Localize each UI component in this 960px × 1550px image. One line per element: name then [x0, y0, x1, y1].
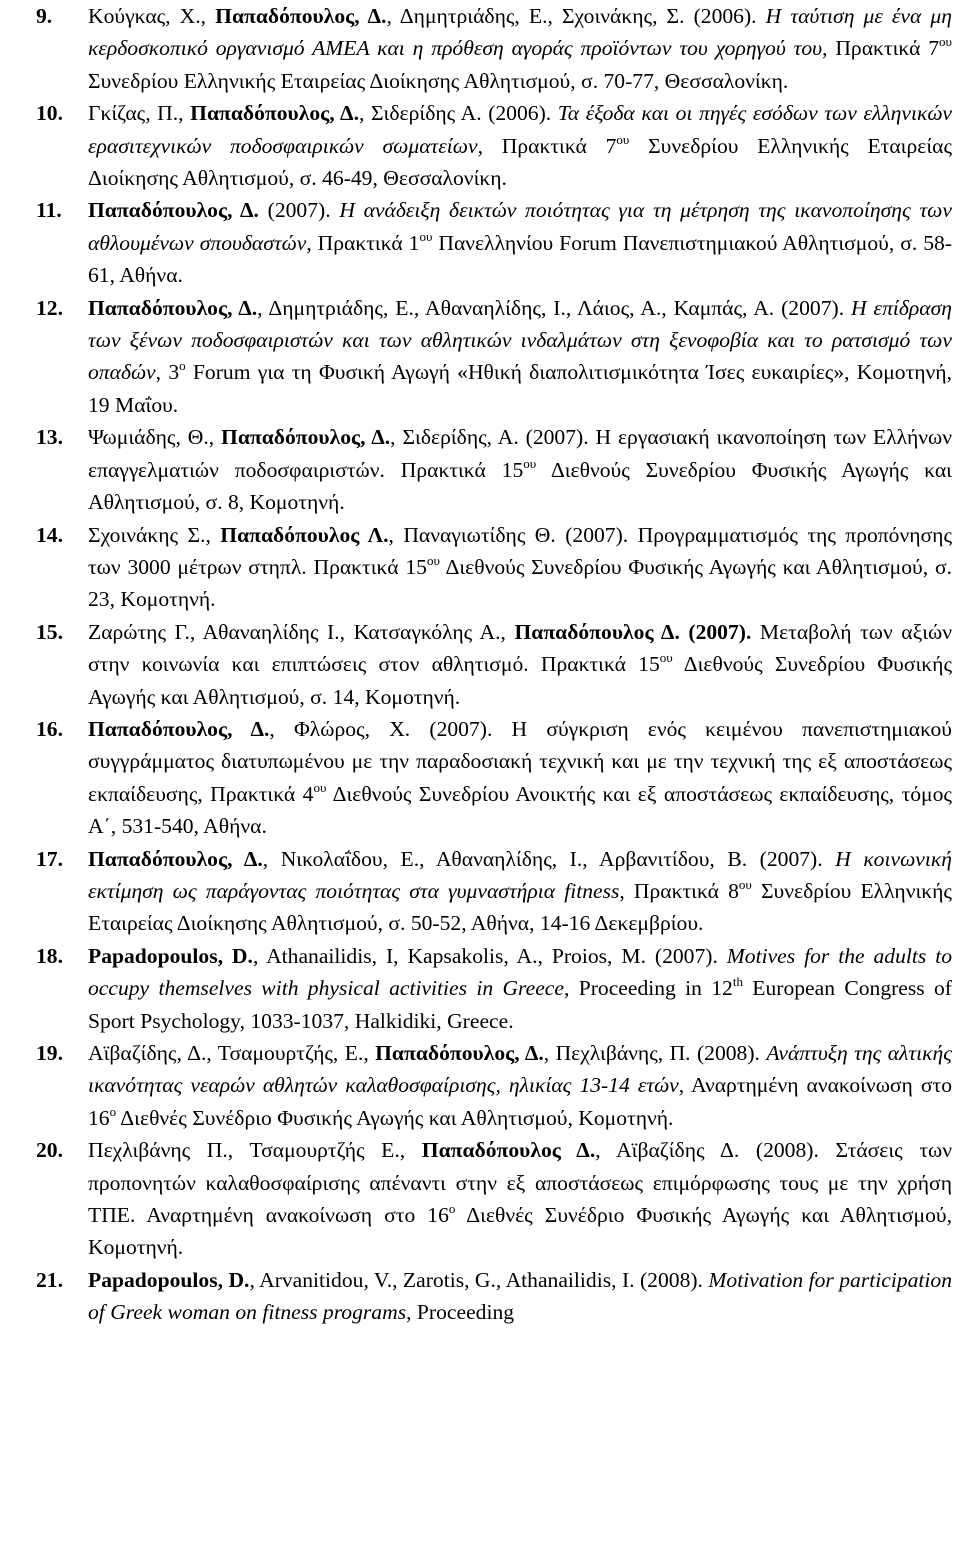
reference-text: , Δημητριάδης, Ε., Αθαναηλίδης, Ι., Λάιος, Α., Καμπάς, Α. (2007). [257, 295, 852, 320]
reference-item [0, 843, 960, 940]
author-highlight: Papadopoulos, D. [88, 1267, 250, 1292]
author-highlight: Παπαδόπουλος, Δ. [88, 716, 270, 741]
reference-number: 12. [36, 295, 63, 320]
reference-text: , Πρακτικά 8 [619, 878, 739, 903]
author-highlight: Παπαδόπουλος, Δ. [221, 425, 391, 450]
author-highlight: Παπαδόπουλος, Δ. [88, 295, 258, 320]
reference-text: Μεταβολή των αξιών στην κοινωνία και επιπτώσεις στον αθλητισμό. Πρακτικά 15 [88, 619, 952, 677]
reference-text: , Νικολαΐδου, Ε., Αθαναηλίδης, Ι., Αρβανιτίδου, Β. (2007). [262, 846, 836, 871]
author-highlight: Papadopoulos, D. [88, 943, 253, 968]
reference-text: Διεθνές Συνέδριο Φυσικής Αγωγής και Αθλητισμού, Κομοτηνή. [88, 1203, 952, 1260]
reference-text: , Arvanitidou, V., Zarotis, G., Athanailidis, I. (2008). [249, 1267, 709, 1292]
reference-text: , Σιδερίδης, Α. (2007). Η εργασιακή ικανοποίηση των Ελλήνων επαγγελματιών ποδοσφαιριστών. Πρακτικά 15 [88, 425, 952, 482]
reference-number: 11. [36, 198, 62, 223]
reference-number: 21. [36, 1267, 63, 1292]
reference-item [0, 1037, 960, 1134]
reference-number: 18. [36, 943, 63, 968]
reference-text: , Αναρτημένη ανακοίνωση στο 16 [88, 1073, 952, 1130]
reference-number: 13. [36, 425, 63, 450]
reference-text: , Παναγιωτίδης Θ. (2007). Προγραμματισμός της προπόνησης των 3000 μέτρων στηπλ. Πρακτικά 15 [88, 522, 953, 579]
reference-text: Συνεδρίου Ελληνικής Εταιρείας Διοίκησης Αθλητισμού, σ. 70-77, Θεσσαλονίκη. [88, 68, 789, 93]
ordinal-superscript: ου [659, 650, 673, 666]
reference-text: , Proceeding [406, 1300, 515, 1325]
ordinal-superscript: ου [419, 228, 433, 244]
author-highlight: Παπαδόπουλος Λ. [220, 522, 389, 547]
reference-text: Συνεδρίου Ελληνικής Εταιρείας Διοίκησης Αθλητισμού, σ. 50-52, Αθήνα, 14-16 Δεκεμβρίου. [88, 878, 952, 936]
reference-text: Ψωμιάδης, Θ., [88, 425, 222, 450]
author-highlight: Παπαδόπουλος, Δ. [375, 1041, 544, 1065]
reference-item [0, 616, 960, 713]
reference-text: Διεθνές Συνέδριο Φυσικής Αγωγής και Αθλητισμού, Κομοτηνή. [116, 1105, 674, 1130]
reference-text: Πεχλιβάνης Π., Τσαμουρτζής Ε., [88, 1138, 422, 1163]
reference-text: Γκίζας, Π., [88, 101, 191, 126]
reference-text: , 3 [155, 360, 180, 385]
reference-number: 16. [36, 716, 63, 741]
reference-item [0, 1264, 960, 1329]
reference-title: Η ταύτιση με ένα μη κερδοσκοπικό οργανισμό ΑΜΕΑ και η πρόθεση αγοράς προϊόντων του χορηγού του [88, 4, 952, 61]
reference-text: Διεθνούς Συνεδρίου Φυσικής Αγωγής και Αθλητισμού, σ. 23, Κομοτηνή. [88, 554, 952, 612]
reference-text: Διεθνούς Συνεδρίου Ανοικτής και εξ αποστάσεως εκπαίδευσης, τόμος Α΄, 531-540, Αθήνα. [88, 781, 952, 839]
reference-text: , Σιδερίδης Α. (2006). [359, 101, 558, 126]
reference-text: Διεθνούς Συνεδρίου Φυσικής Αγωγής και Αθλητισμού, σ. 8, Κομοτηνή. [88, 457, 952, 515]
reference-number: 17. [36, 846, 63, 871]
reference-item [0, 713, 960, 843]
author-highlight: Παπαδόπουλος, Δ. [215, 4, 387, 28]
reference-text: (2007). [258, 198, 340, 223]
reference-title: Τα έξοδα και οι πηγές εσόδων των ελληνικών ερασιτεχνικών ποδοσφαιρικών σωματείων [88, 101, 952, 158]
reference-number: 20. [36, 1138, 63, 1163]
reference-text: , Δημητριάδης, Ε., Σχοινάκης, Σ. (2006). [386, 4, 766, 28]
reference-text: European Congress of Sport Psychology, 1033-1037, Halkidiki, Greece. [88, 976, 952, 1033]
reference-title: Motivation for participation of Greek woman on fitness programs [88, 1267, 953, 1325]
reference-text: Αϊβαζίδης, Δ., Τσαμουρτζής, Ε., [88, 1041, 376, 1065]
ordinal-superscript: ου [523, 455, 537, 471]
reference-text: , Αϊβαζίδης Δ. (2008). Στάσεις των προπονητών καλαθοσφαίρισης απέναντι στην εξ αποστάσεως επιμόρφωσης τους με την χρήση ΤΠΕ. Αναρτημένη ανακοίνωση στο 16 [88, 1138, 953, 1228]
reference-text: , Proceeding in 12 [563, 976, 733, 1001]
reference-text: Ζαρώτης Γ., Αθαναηλίδης Ι., Κατσαγκόλης Α., [88, 619, 515, 644]
reference-item [0, 0, 960, 97]
author-highlight: Παπαδόπουλος Δ. (2007). [514, 619, 752, 644]
reference-text: , Πρακτικά 7 [477, 133, 617, 158]
reference-title: Η επίδραση των ξένων ποδοσφαιριστών και των αθλητικών ινδαλμάτων στη ξενοφοβία και το ρατσισμό των οπαδών [88, 295, 952, 385]
reference-item [0, 1134, 960, 1264]
ordinal-superscript: ου [426, 552, 440, 568]
ordinal-superscript: ο [179, 358, 186, 374]
ordinal-superscript: ου [939, 34, 952, 50]
reference-item [0, 194, 960, 291]
ordinal-superscript: ο [109, 1103, 117, 1119]
reference-number: 10. [36, 101, 63, 126]
ordinal-superscript: ο [448, 1201, 456, 1217]
author-highlight: Παπαδόπουλος, Δ. [190, 101, 359, 126]
reference-text: Κούγκας, Χ., [88, 4, 216, 28]
reference-text: , Πρακτικά 1 [306, 230, 420, 255]
reference-number: 9. [36, 4, 53, 28]
reference-title: Η κοινωνική εκτίμηση ως παράγοντας ποιότητας στα γυμναστήρια fitness [88, 846, 952, 903]
author-highlight: Παπαδόπουλος, Δ. [88, 198, 259, 223]
reference-text: Διεθνούς Συνεδρίου Φυσικής Αγωγής και Αθλητισμού, σ. 14, Κομοτηνή. [88, 652, 953, 709]
ordinal-superscript: th [732, 974, 743, 990]
author-highlight: Παπαδόπουλος, Δ. [88, 846, 263, 871]
reference-item [0, 421, 960, 518]
author-highlight: Παπαδόπουλος Δ. [421, 1138, 596, 1163]
reference-text: Σχοινάκης Σ., [88, 522, 221, 547]
ordinal-superscript: ου [313, 779, 327, 795]
reference-number: 19. [36, 1041, 63, 1065]
reference-title: Motives for the adults to occupy themselves with physical activities in Greece [88, 943, 953, 1001]
reference-title: Ανάπτυξη της αλτικής ικανότητας νεαρών αθλητών καλαθοσφαίρισης, ηλικίας 13-14 ετών [88, 1041, 952, 1098]
reference-text: Forum για τη Φυσική Αγωγή «Ηθική διαπολιτισμικότητα Ίσες ευκαιρίες», Κομοτηνή, 19 Μαΐου. [88, 360, 952, 417]
reference-text: , Πρακτικά 7 [822, 36, 940, 61]
ordinal-superscript: ου [616, 131, 630, 147]
reference-text: , Φλώρος, Χ. (2007). Η σύγκριση ενός κειμένου πανεπιστημιακού συγγράμματος διατυπωμένου με την παραδοσιακή τεχνική και με την τεχνική της εξ αποστάσεως εκπαίδευσης, Πρακτικά 4 [88, 716, 952, 806]
reference-text: , Πεχλιβάνης, Π. (2008). [543, 1041, 767, 1065]
reference-item [0, 97, 960, 194]
reference-item [0, 519, 960, 616]
reference-title: Η ανάδειξη δεικτών ποιότητας για τη μέτρηση της ικανοποίησης των αθλουμένων σπουδαστών [88, 198, 953, 255]
reference-item [0, 940, 960, 1037]
reference-number: 14. [36, 522, 63, 547]
ordinal-superscript: ου [738, 876, 752, 892]
reference-item [0, 292, 960, 422]
reference-text: , Athanailidis, I, Kapsakolis, A., Proios, M. (2007). [252, 943, 727, 968]
reference-text: Πανελληνίου Forum Πανεπιστημιακού Αθλητισμού, σ. 58-61, Αθήνα. [88, 230, 952, 288]
reference-number: 15. [36, 619, 63, 644]
reference-text: Συνεδρίου Ελληνικής Εταιρείας Διοίκησης Αθλητισμού, σ. 46-49, Θεσσαλονίκη. [88, 133, 953, 191]
